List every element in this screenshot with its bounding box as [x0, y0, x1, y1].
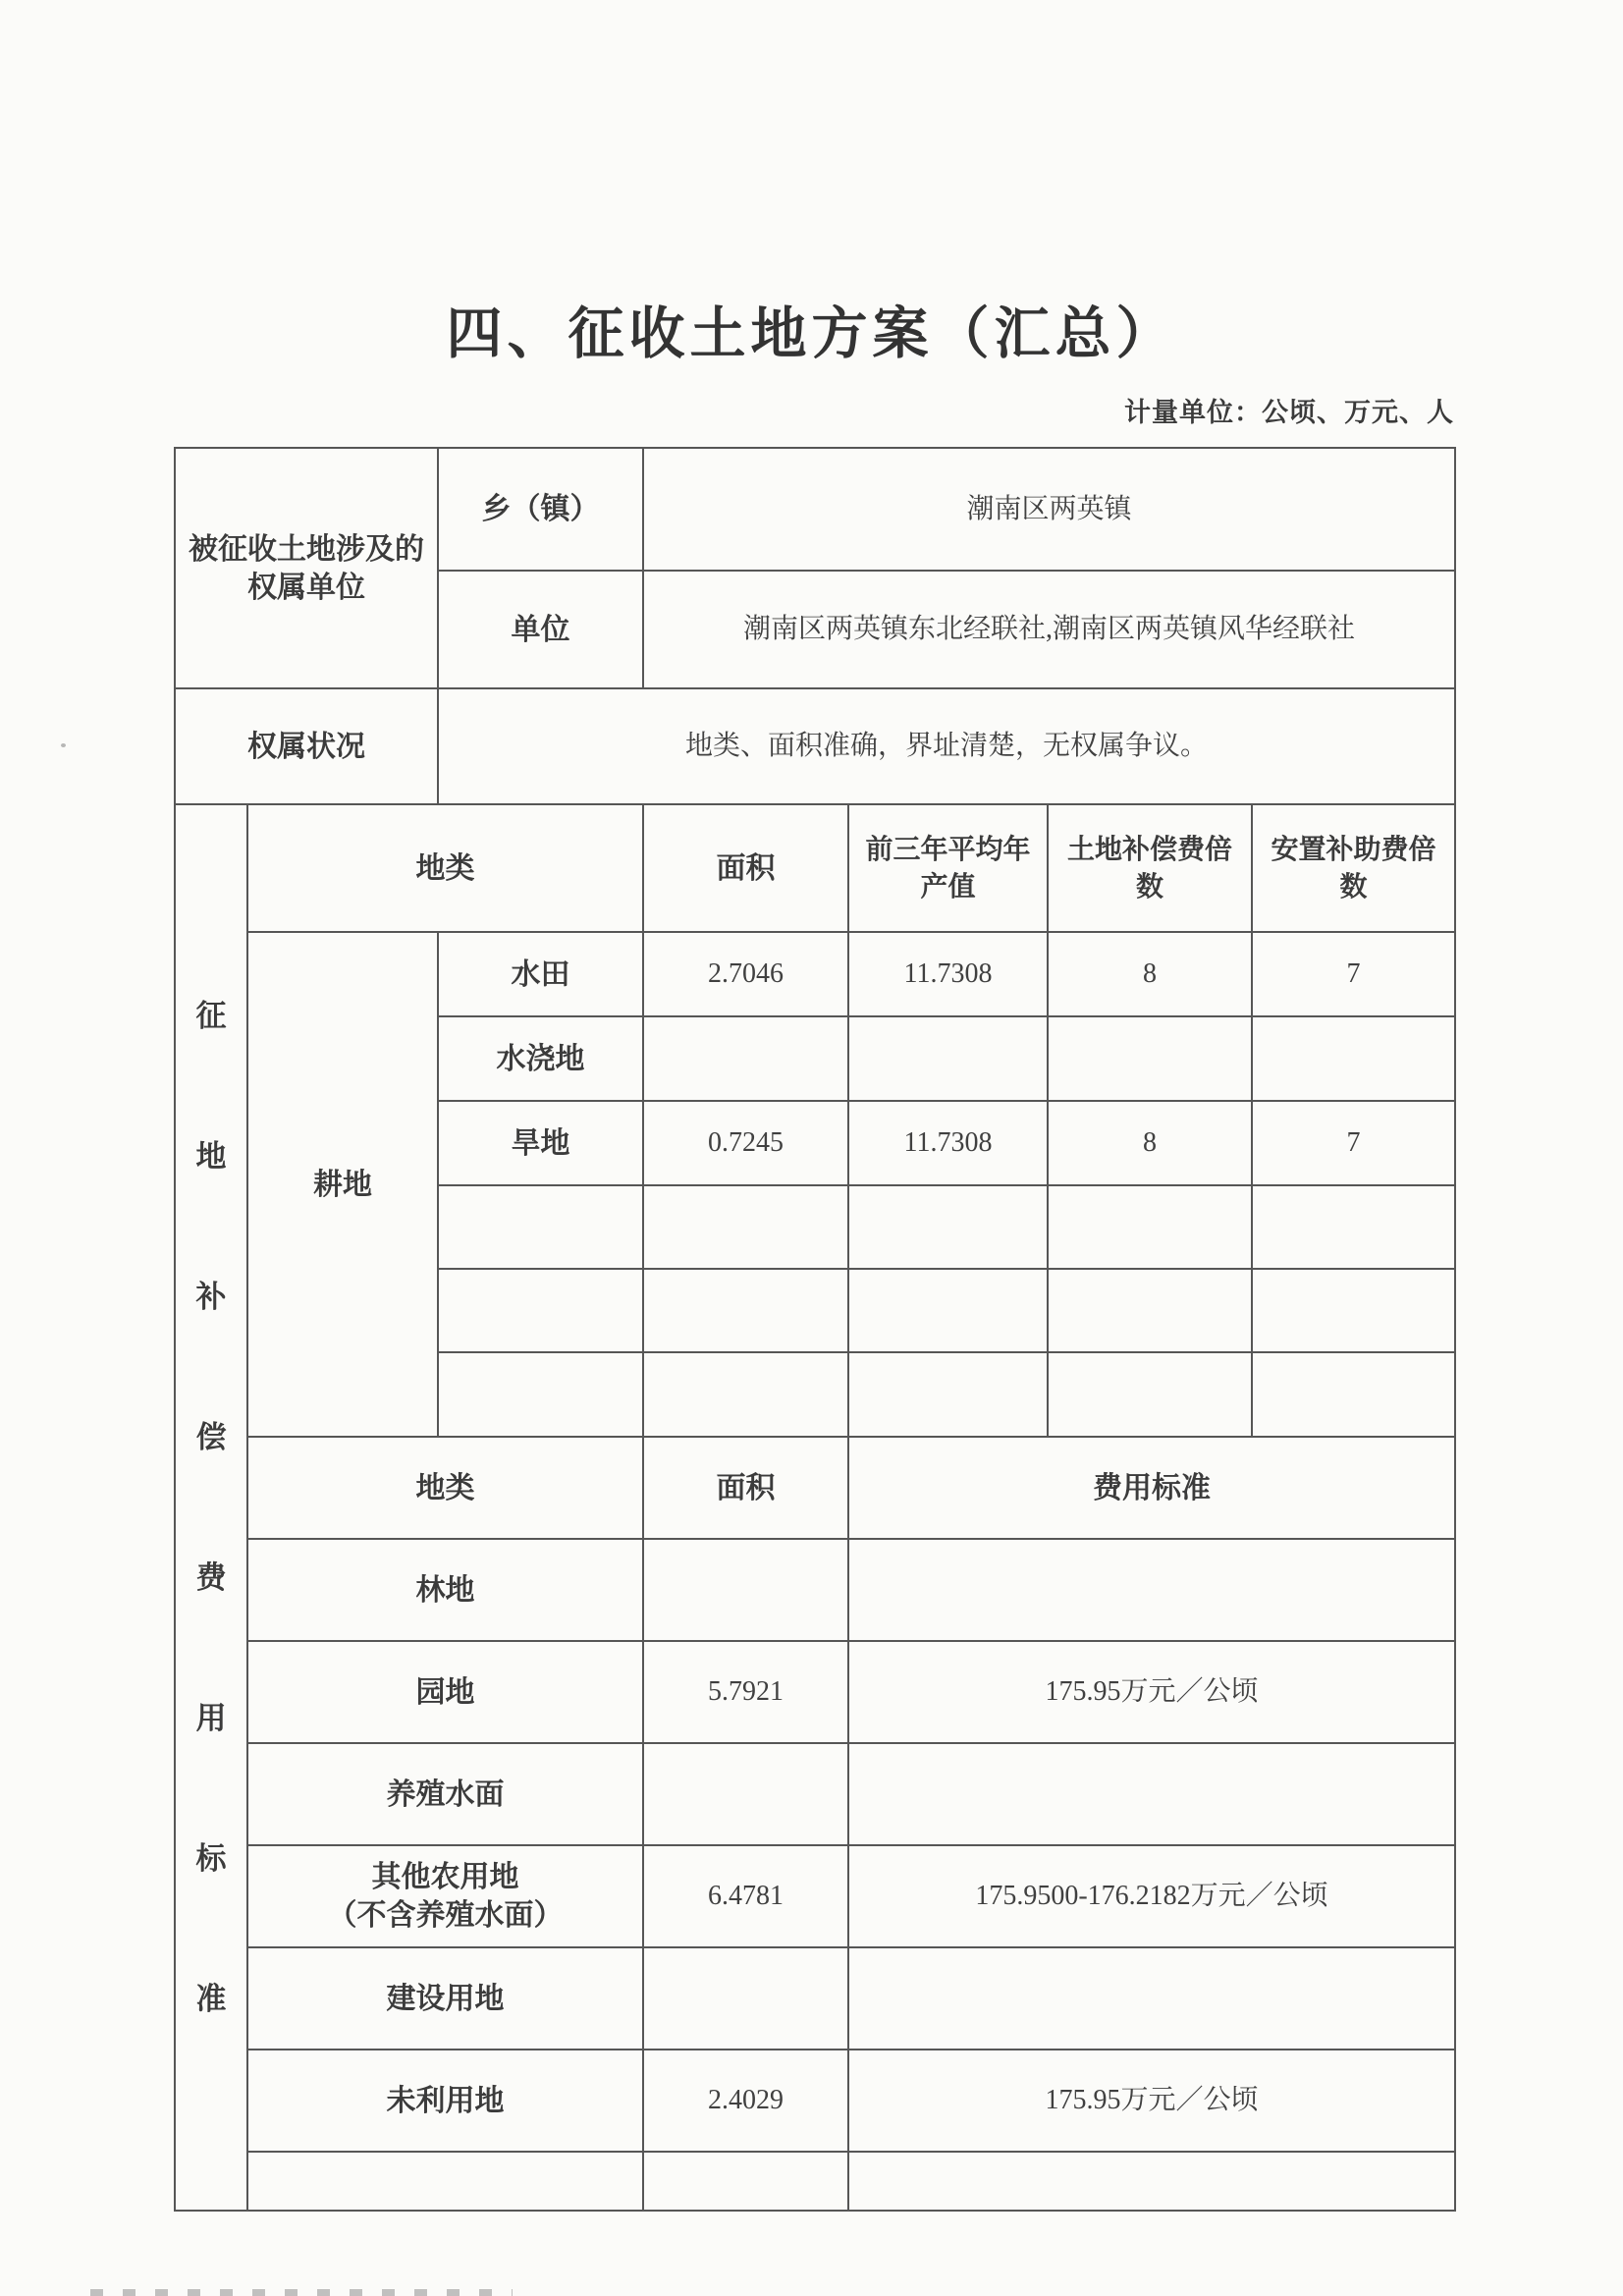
- cell-construction-area: [643, 1947, 848, 2050]
- cell-township-value: 潮南区两英镇: [643, 448, 1455, 571]
- row-garden-land: [175, 1641, 1455, 1743]
- row-forest-land: [175, 1539, 1455, 1641]
- scan-edge-artifact: [90, 2289, 513, 2296]
- s2-header-area: 面积: [643, 1437, 848, 1539]
- cell-status-value: 地类、面积准确，界址清楚，无权属争议。: [438, 688, 1455, 804]
- cell-dry-type: 旱地: [438, 1101, 643, 1185]
- row-unused-land: [175, 2050, 1455, 2152]
- cell-irrigated-output: [848, 1016, 1048, 1101]
- cell-empty: [848, 1269, 1048, 1352]
- cell-empty: [643, 2152, 848, 2211]
- cell-cultivated-land-group: 耕地: [247, 932, 438, 1437]
- cell-garden-area: 5.7921: [643, 1641, 848, 1743]
- cell-empty: [848, 2152, 1455, 2211]
- measurement-unit-note: 计量单位：公顷、万元、人: [1124, 398, 1454, 427]
- cell-empty: [1048, 1185, 1252, 1269]
- cell-forest-fee: [848, 1539, 1455, 1641]
- cell-empty: [1252, 1269, 1455, 1352]
- row-other-agricultural-land: [175, 1845, 1455, 1947]
- cell-empty: [438, 1352, 643, 1437]
- row-construction-land: [175, 1947, 1455, 2050]
- cell-status-label: 权属状况: [175, 688, 438, 804]
- s1-header-area: 面积: [643, 804, 848, 932]
- row-aquaculture-surface: [175, 1743, 1455, 1845]
- vertical-side-label: [176, 1001, 246, 2014]
- cell-empty: [848, 1185, 1048, 1269]
- row-paddy-field: [175, 932, 1455, 1016]
- s1-header-output: 前三年平均年产值: [848, 804, 1048, 932]
- cell-construction-type: 建设用地: [247, 1947, 643, 2050]
- cell-empty: [247, 2152, 643, 2211]
- cell-empty: [1252, 1352, 1455, 1437]
- cell-construction-fee: [848, 1947, 1455, 2050]
- side-label-char: 补: [195, 1280, 227, 1314]
- row-section2-empty: [175, 2152, 1455, 2211]
- cell-other-agri-type-line1: 其他农用地: [371, 1861, 519, 1893]
- summary-table: [174, 447, 1456, 2212]
- cell-empty: [438, 1185, 643, 1269]
- cell-other-agri-type-line2: （不含养殖水面）: [327, 1899, 564, 1932]
- cell-dry-area: 0.7245: [643, 1101, 848, 1185]
- cell-paddy-land-multiple: 8: [1048, 932, 1252, 1016]
- cell-unit-label: 单位: [438, 571, 643, 688]
- cell-empty: [643, 1352, 848, 1437]
- side-label-char: 偿: [195, 1420, 227, 1454]
- cell-dry-land-multiple: 8: [1048, 1101, 1252, 1185]
- cell-empty: [1048, 1352, 1252, 1437]
- cell-aquaculture-type: 养殖水面: [247, 1743, 643, 1845]
- scan-dot-artifact: [61, 743, 66, 747]
- cell-dry-resettle-multiple: 7: [1252, 1101, 1455, 1185]
- s2-header-land-type: 地类: [247, 1437, 643, 1539]
- cell-garden-type: 园地: [247, 1641, 643, 1743]
- cell-forest-type: 林地: [247, 1539, 643, 1641]
- cell-other-agri-area: 6.4781: [643, 1845, 848, 1947]
- cell-forest-area: [643, 1539, 848, 1641]
- cell-empty: [848, 1352, 1048, 1437]
- s1-header-land-type: 地类: [247, 804, 643, 932]
- cell-empty: [1252, 1185, 1455, 1269]
- cell-unit-value: 潮南区两英镇东北经联社,潮南区两英镇风华经联社: [643, 571, 1455, 688]
- cell-garden-fee: 175.95万元／公顷: [848, 1641, 1455, 1743]
- s1-header-resettle-multiple: 安置补助费倍数: [1252, 804, 1455, 932]
- side-label-char: 地: [195, 1139, 227, 1174]
- cell-irrigated-land-multiple: [1048, 1016, 1252, 1101]
- cell-unused-fee: 175.95万元／公顷: [848, 2050, 1455, 2152]
- cell-dry-output: 11.7308: [848, 1101, 1048, 1185]
- cell-aquaculture-fee: [848, 1743, 1455, 1845]
- cell-paddy-output: 11.7308: [848, 932, 1048, 1016]
- row-township: [175, 448, 1455, 571]
- cell-irrigated-area: [643, 1016, 848, 1101]
- cell-empty: [1048, 1269, 1252, 1352]
- cell-irrigated-type: 水浇地: [438, 1016, 643, 1101]
- row-section2-header: [175, 1437, 1455, 1539]
- cell-side-label: [175, 804, 247, 2211]
- row-ownership-status: [175, 688, 1455, 804]
- side-label-char: 费: [195, 1560, 227, 1595]
- side-label-char: 用: [195, 1701, 227, 1735]
- cell-township-label: 乡（镇）: [438, 448, 643, 571]
- cell-paddy-resettle-multiple: 7: [1252, 932, 1455, 1016]
- cell-aquaculture-area: [643, 1743, 848, 1845]
- cell-irrigated-resettle-multiple: [1252, 1016, 1455, 1101]
- land-expropriation-table: [174, 447, 1456, 2212]
- cell-unused-type: 未利用地: [247, 2050, 643, 2152]
- cell-unused-area: 2.4029: [643, 2050, 848, 2152]
- cell-empty: [643, 1269, 848, 1352]
- cell-empty: [643, 1185, 848, 1269]
- row-section1-header: [175, 804, 1455, 932]
- cell-empty: [438, 1269, 643, 1352]
- side-label-char: 标: [195, 1841, 227, 1876]
- page-title: 四、征收土地方案（汇总）: [446, 302, 1177, 366]
- cell-paddy-area: 2.7046: [643, 932, 848, 1016]
- side-label-char: 准: [195, 1982, 227, 2016]
- s2-header-fee-standard: 费用标准: [848, 1437, 1455, 1539]
- cell-paddy-type: 水田: [438, 932, 643, 1016]
- s1-header-land-multiple: 土地补偿费倍数: [1048, 804, 1252, 932]
- cell-other-agri-fee: 175.9500-176.2182万元／公顷: [848, 1845, 1455, 1947]
- cell-involved-ownership-label: 被征收土地涉及的权属单位: [175, 448, 438, 688]
- side-label-char: 征: [195, 999, 227, 1033]
- cell-other-agri-type: [247, 1845, 643, 1947]
